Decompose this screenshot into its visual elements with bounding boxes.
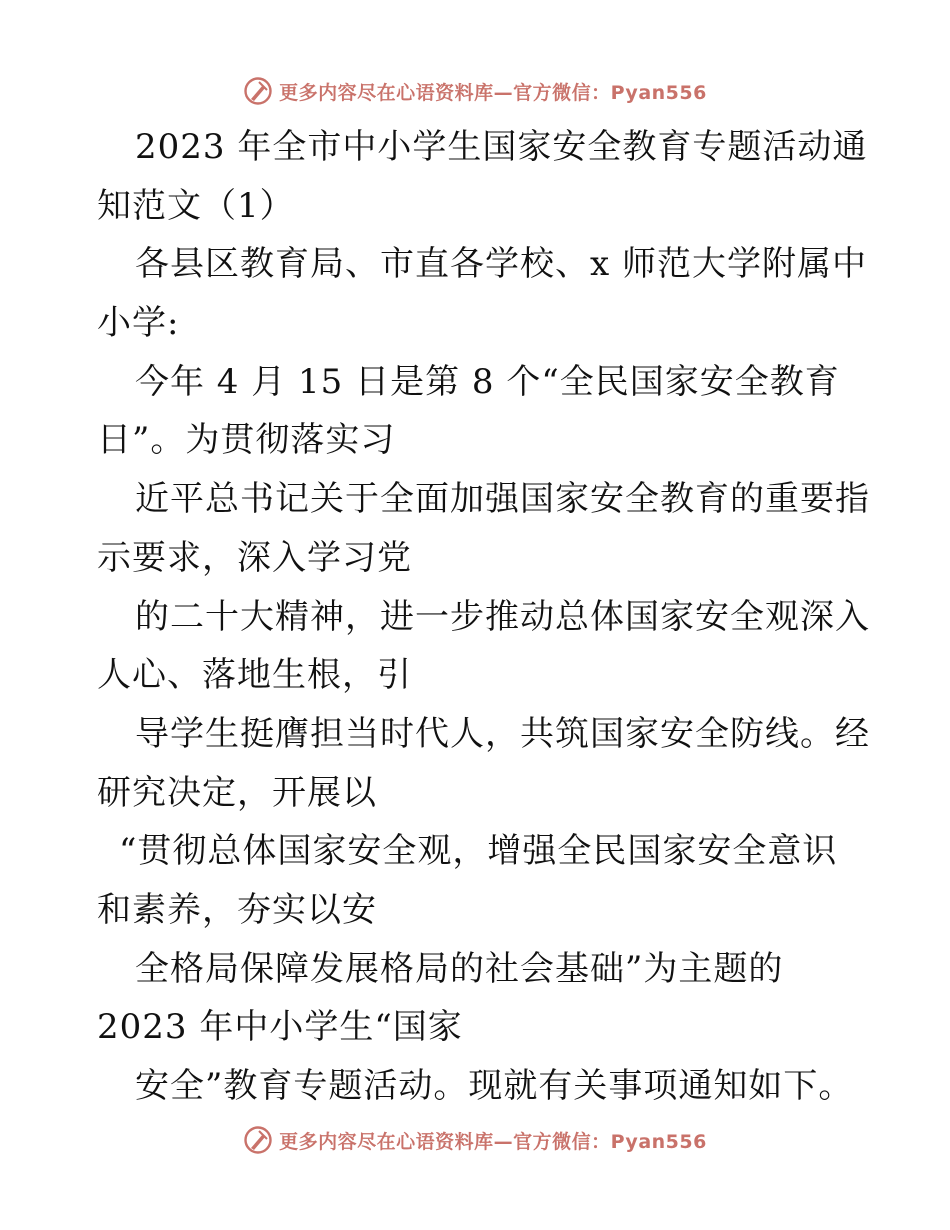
quill-pen-circle-icon xyxy=(243,76,273,106)
title-line-2: 知范文（1） xyxy=(97,185,295,226)
paragraph-line: 的二十大精神，进一步推动总体国家安全观深入 xyxy=(135,596,870,637)
watermark-text: 更多内容尽在心语资料库—官方微信：Pyan556 xyxy=(279,81,707,104)
paragraph-line: 全格局保障发展格局的社会基础”为主题的 xyxy=(135,948,784,989)
paragraph-line: 今年 4 月 15 日是第 8 个“全民国家安全教育 xyxy=(135,361,840,402)
paragraph-line: 2023 年中小学生“国家 xyxy=(97,1007,463,1048)
paragraph-line: “贯彻总体国家安全观，增强全民国家安全意识 xyxy=(119,831,838,872)
paragraph-line: 和素养，夯实以安 xyxy=(97,889,377,930)
title-line-1: 2023 年全市中小学生国家安全教育专题活动通 xyxy=(135,127,868,167)
watermark-footer xyxy=(0,1120,950,1160)
paragraph-line: 人心、落地生根，引 xyxy=(97,655,412,696)
paragraph-line: 导学生挺膺担当时代人，共筑国家安全防线。经 xyxy=(135,713,870,754)
paragraph-line: 示要求，深入学习党 xyxy=(97,537,412,578)
watermark-header xyxy=(0,71,950,111)
watermark-text: 更多内容尽在心语资料库—官方微信：Pyan556 xyxy=(279,1130,707,1153)
paragraph-line: 近平总书记关于全面加强国家安全教育的重要指 xyxy=(135,479,870,520)
salutation-line-2: 小学: xyxy=(97,303,180,344)
paragraph-line: 安全”教育专题活动。现就有关事项通知如下。 xyxy=(135,1066,854,1106)
salutation-line-1: 各县区教育局、市直各学校、x 师范大学附属中 xyxy=(135,244,867,285)
quill-pen-circle-icon xyxy=(243,1125,273,1155)
paragraph-line: 日”。为贯彻落实习 xyxy=(97,420,396,461)
paragraph-line: 研究决定，开展以 xyxy=(97,772,377,813)
document-body xyxy=(97,118,870,1116)
